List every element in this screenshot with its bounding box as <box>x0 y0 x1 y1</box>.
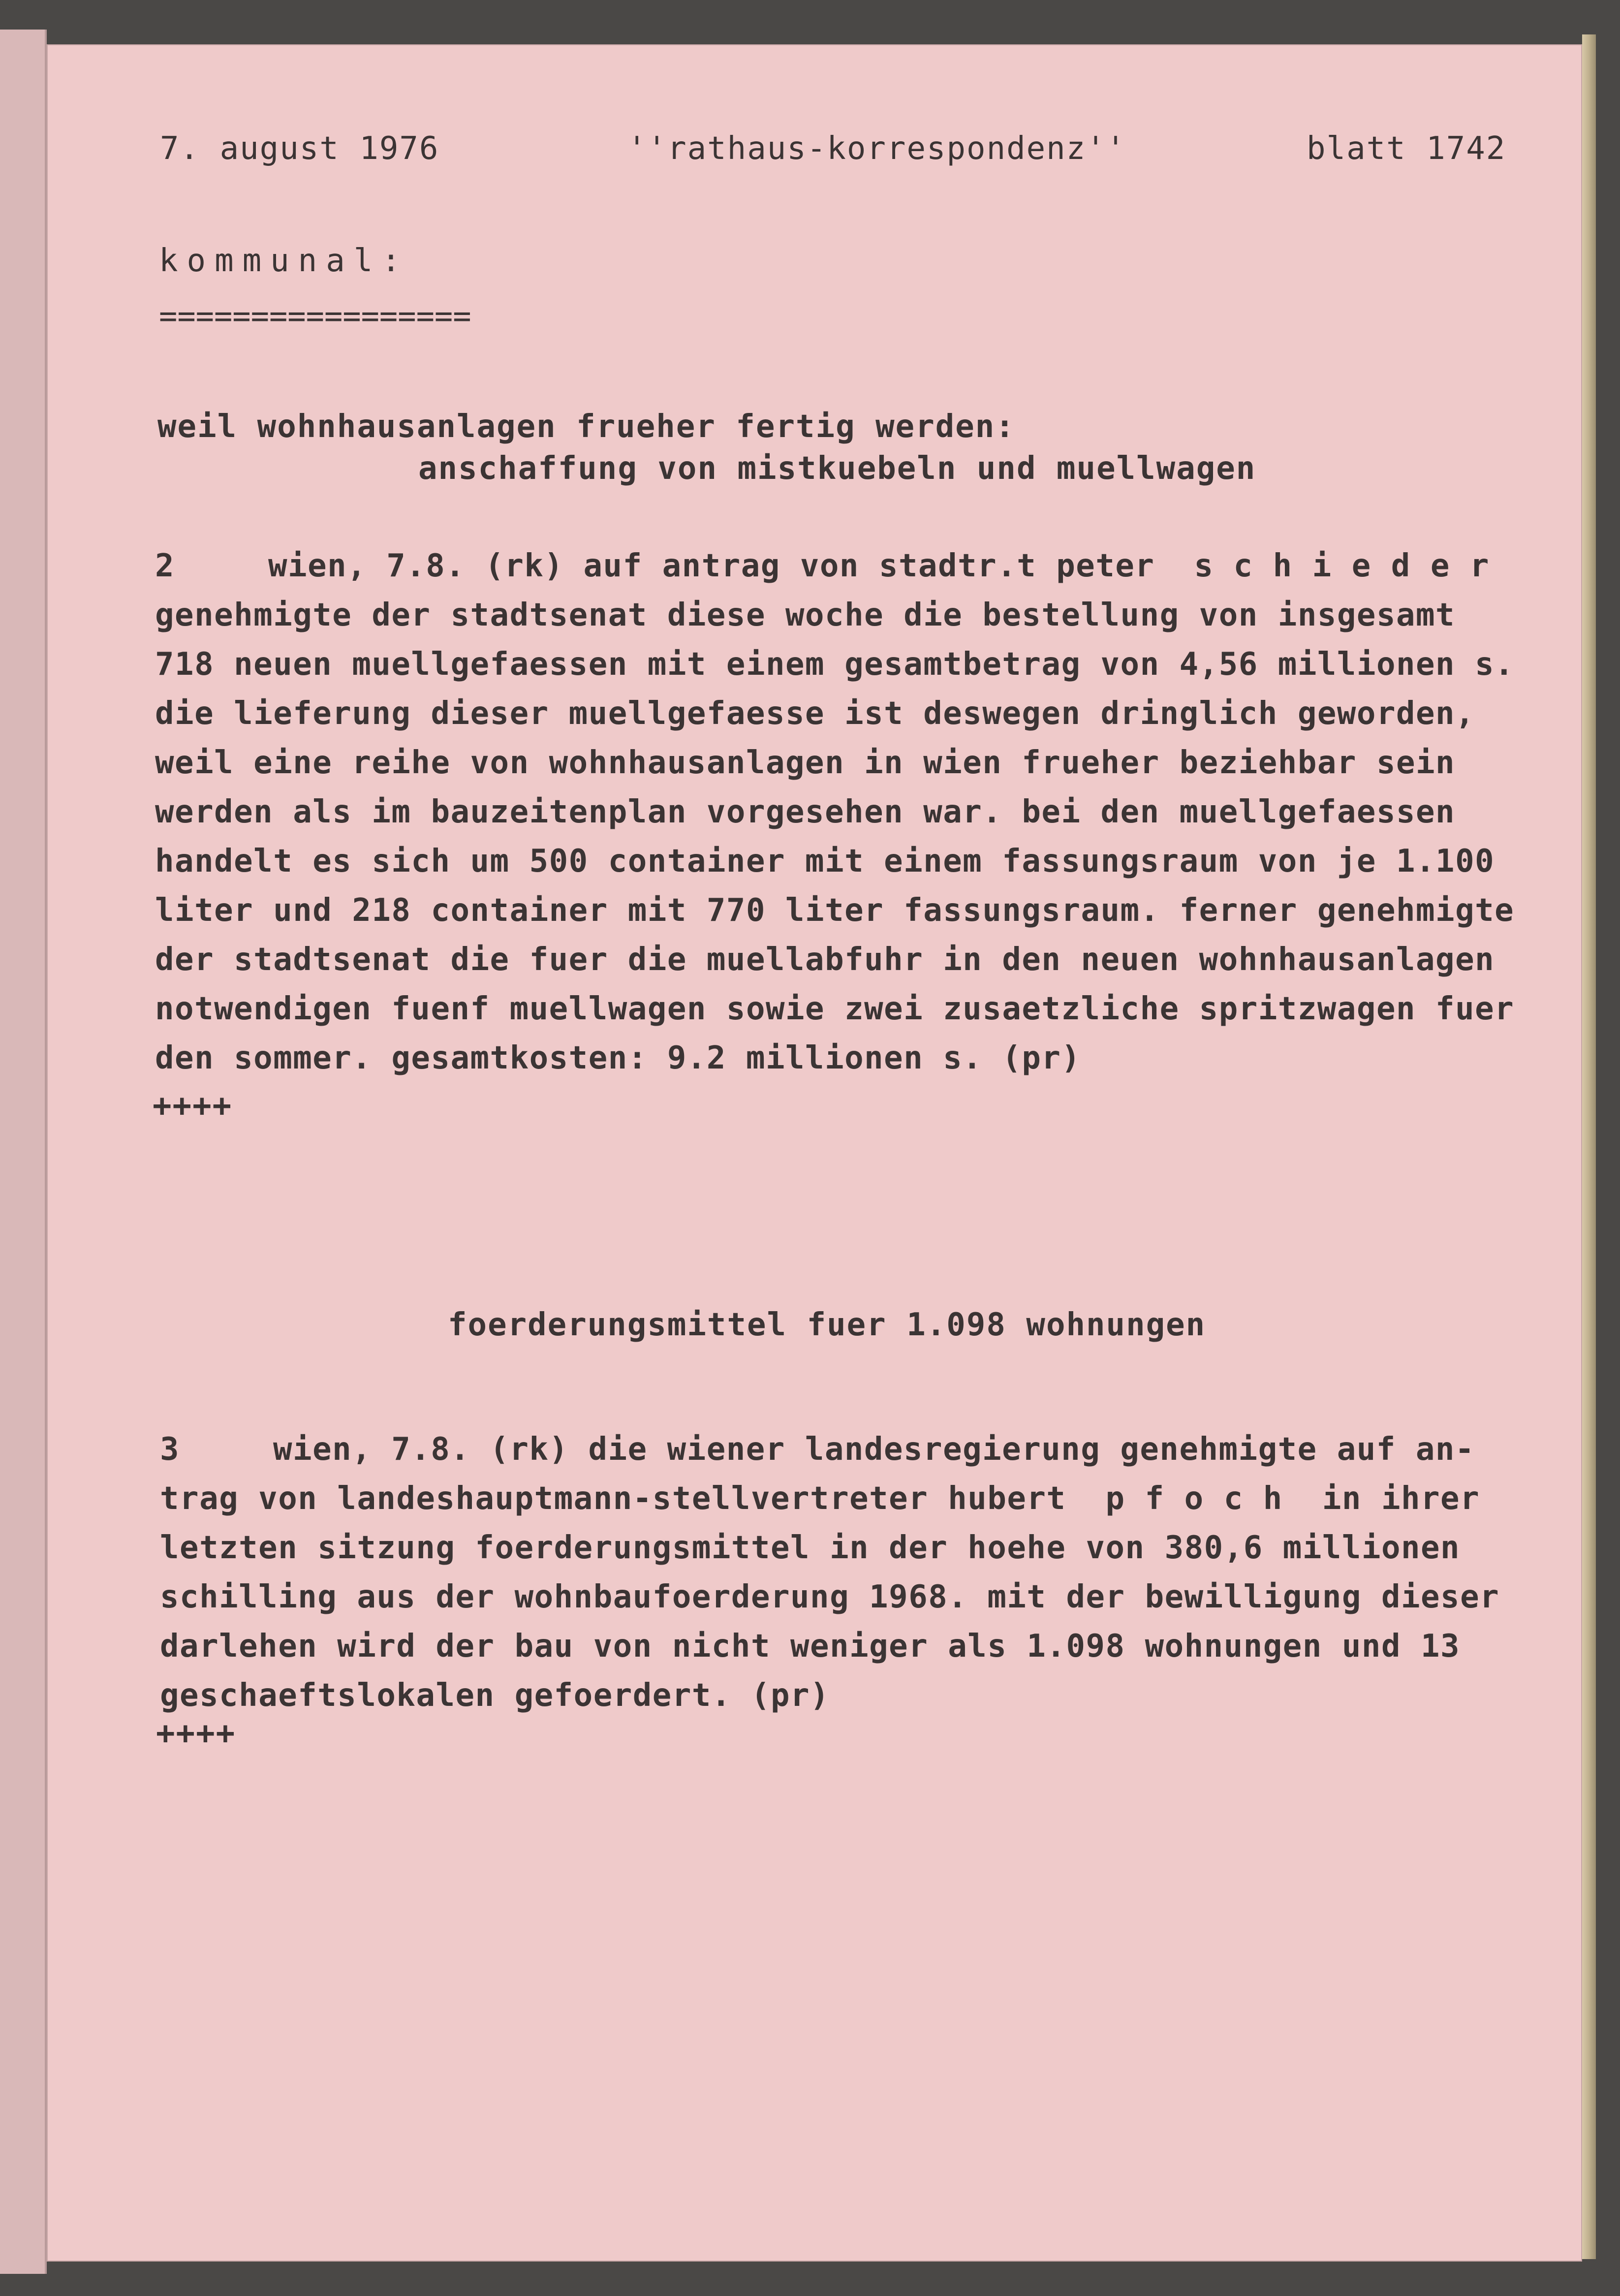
article2-line: darlehen wird der bau von nicht weniger als 1.098 wohnungen und 13 <box>160 1628 1461 1665</box>
article1-number: 2 <box>155 548 175 584</box>
article2-line: letzten sitzung foerderungsmittel in der hoehe von 380,6 millionen <box>160 1530 1461 1566</box>
header-date: 7. august 1976 <box>160 130 439 167</box>
adjacent-page-edge <box>0 30 47 2274</box>
article1-line: die lieferung dieser muellgefaesse ist deswegen dringlich geworden, <box>155 695 1475 732</box>
article2-line: geschaeftslokalen gefoerdert. (pr) <box>160 1677 830 1714</box>
article1-headline-line1: weil wohnhausanlagen frueher fertig werden: <box>157 409 1015 445</box>
article2-number: 3 <box>160 1431 180 1468</box>
header-sheet-number: blatt 1742 <box>1307 130 1506 167</box>
section-title: kommunal: <box>159 243 409 279</box>
article2-headline: foerderungsmittel fuer 1.098 wohnungen <box>448 1307 1206 1343</box>
article1-line: 2 wien, 7.8. (rk) auf antrag von stadtr.t peter s c h i e d e r <box>155 541 1592 591</box>
article1-line: notwendigen fuenf muellwagen sowie zwei zusaetzliche spritzwagen fuer <box>155 991 1515 1027</box>
article1-line: genehmigte der stadtsenat diese woche die bestellung von insgesamt <box>155 597 1456 633</box>
header-publication: ''rathaus-korrespondenz'' <box>627 130 1126 167</box>
article1-line: den sommer. gesamtkosten: 9.2 millionen s. (pr) <box>155 1040 1081 1076</box>
section-underline: ================= <box>159 298 471 334</box>
article1-headline-line2: anschaffung von mistkuebeln und muellwagen <box>418 450 1256 487</box>
article2-body <box>160 1425 1597 1720</box>
article1-line: der stadtsenat die fuer die muellabfuhr in den neuen wohnhausanlagen <box>155 942 1495 978</box>
article1-line: 718 neuen muellgefaessen mit einem gesamtbetrag von 4,56 millionen s. <box>155 646 1515 683</box>
article2-line: schilling aus der wohnbaufoerderung 1968. mit der bewilligung dieser <box>160 1579 1500 1615</box>
article1-line: handelt es sich um 500 container mit einem fassungsraum von je 1.100 <box>155 843 1495 880</box>
article1-line: werden als im bauzeitenplan vorgesehen war. bei den muellgefaessen <box>155 794 1456 830</box>
binding-edge <box>1582 34 1596 2259</box>
document-page <box>47 44 1582 2262</box>
article2-end-mark: ++++ <box>156 1715 236 1752</box>
article2-line: trag von landeshauptmann-stellvertreter hubert p f o c h in ihrer <box>160 1480 1480 1517</box>
article1-line: weil eine reihe von wohnhausanlagen in wien frueher beziehbar sein <box>155 745 1456 781</box>
article1-line: liter und 218 container mit 770 liter fassungsraum. ferner genehmigte <box>155 892 1515 929</box>
article1-body <box>155 541 1592 1083</box>
article1-end-mark: ++++ <box>153 1088 233 1124</box>
article2-line: 3 wien, 7.8. (rk) die wiener landesregierung genehmigte auf an- <box>160 1425 1597 1474</box>
